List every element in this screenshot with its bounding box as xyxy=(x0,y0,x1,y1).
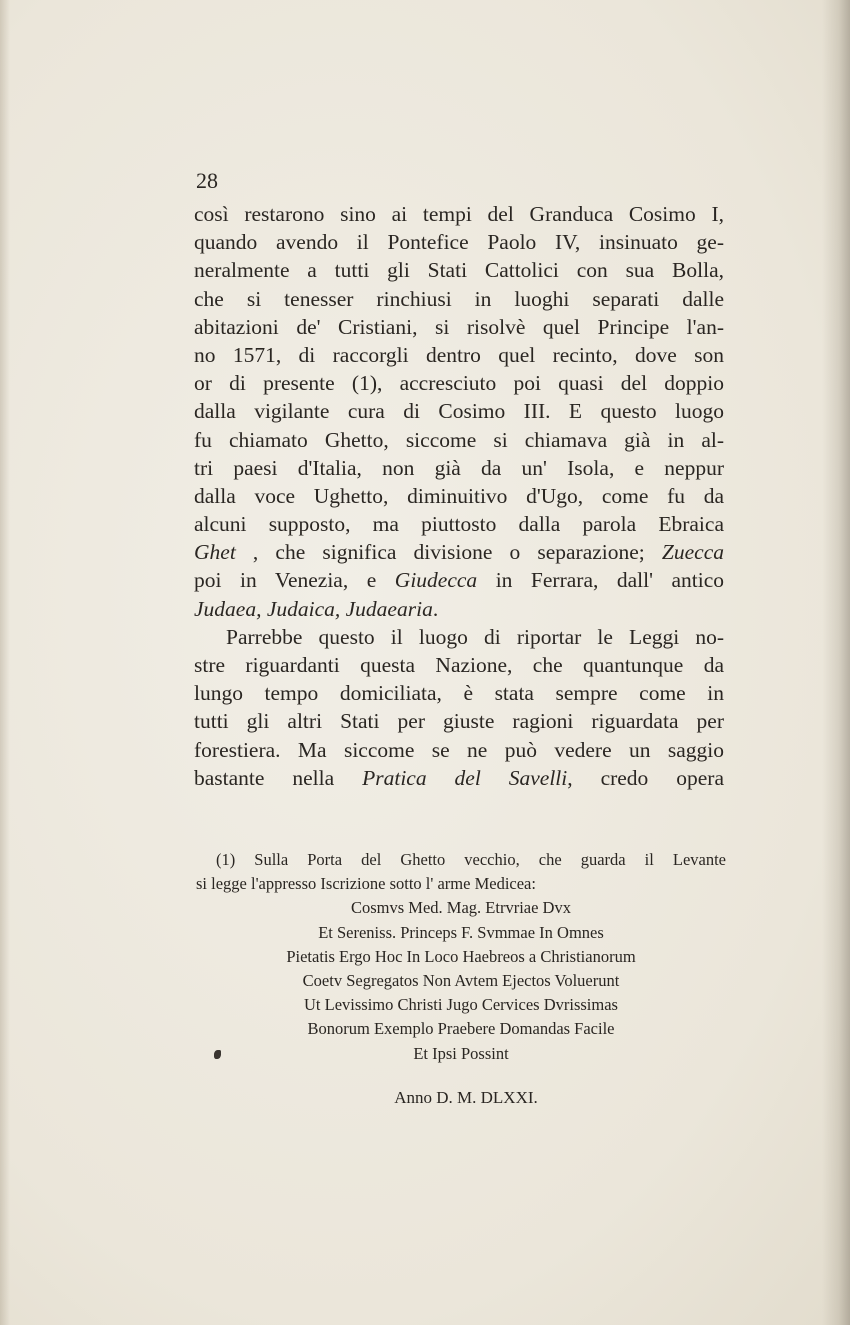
italic-term: Giudecca xyxy=(394,568,478,593)
text-line: or di presente (1), accresciuto poi quasi del doppio xyxy=(194,371,724,396)
page-edge-shadow-left xyxy=(0,0,10,1325)
text-run: , credo opera xyxy=(567,765,724,790)
text-line: così restarono sino ai tempi del Granduca Cosimo I, xyxy=(194,202,724,226)
italic-term: Pratica del Savelli xyxy=(362,765,568,790)
footnote-line: (1) Sulla Porta del Ghetto vecchio, che guarda il Levante xyxy=(216,850,726,869)
text-line: no 1571, di raccorgli dentro quel recinto, dove son xyxy=(194,342,724,367)
inscription-date: Anno D. M. DLXXI. xyxy=(394,1088,538,1107)
inscription-line: Coetv Segregatos Non Avtem Ejectos Voluerunt xyxy=(302,970,620,990)
inscription-line: Cosmvs Med. Mag. Etrvriae Dvx xyxy=(351,898,571,918)
inscription-line: Pietatis Ergo Hoc In Loco Haebreos a Christianorum xyxy=(286,946,636,966)
text-line: tri paesi d'Italia, non già da un' Isola, e neppur xyxy=(194,455,724,480)
inscription-line: Ut Levissimo Christi Jugo Cervices Dvrissimas xyxy=(304,995,618,1015)
page-number: 28 xyxy=(196,168,218,193)
text-line: che si tenesser rinchiusi in luoghi separati dalle xyxy=(194,286,724,311)
text-line: lungo tempo domiciliata, è stata sempre come in xyxy=(194,681,724,706)
italic-term: Ghet xyxy=(194,540,236,565)
text-line: alcuni supposto, ma piuttosto dalla parola Ebraica xyxy=(194,512,724,537)
text-line: Parrebbe questo il luogo di riportar le Leggi no- xyxy=(226,624,724,649)
text-line: abitazioni de' Cristiani, si risolvè quel Principe l'an- xyxy=(194,314,724,339)
text-line: neralmente a tutti gli Stati Cattolici con sua Bolla, xyxy=(194,258,724,283)
text-run: poi in Venezia, e xyxy=(194,568,377,593)
main-text xyxy=(194,200,724,792)
text-line xyxy=(194,595,724,623)
text-line: tutti gli altri Stati per giuste ragioni riguardata per xyxy=(194,709,724,734)
text-run: in Ferrara, dall' antico xyxy=(495,568,725,593)
italic-term: Judaea, Judaica, Judaearia xyxy=(194,596,433,621)
text-run: , che significa divisione o separazione; xyxy=(252,540,645,565)
text-line: stre riguardanti questa Nazione, che quantunque da xyxy=(194,653,724,677)
text-run: . xyxy=(432,596,439,621)
text-line: fu chiamato Ghetto, siccome si chiamava già in al- xyxy=(194,427,724,452)
text-line: quando avendo il Pontefice Paolo IV, insinuato ge- xyxy=(194,230,724,255)
text-line: dalla voce Ughetto, diminuitivo d'Ugo, come fu da xyxy=(194,483,724,508)
text-line xyxy=(194,764,724,792)
text-line xyxy=(194,566,724,594)
inscription-line: Et Ipsi Possint xyxy=(413,1043,509,1063)
text-line: dalla vigilante cura di Cosimo III. E questo luogo xyxy=(194,399,724,424)
inscription-line: Et Sereniss. Princeps F. Svmmae In Omnes xyxy=(318,922,604,942)
italic-term: Zuecca xyxy=(661,540,725,565)
text-line xyxy=(194,538,724,566)
footnote-line: si legge l'appresso Iscrizione sotto l' arme Medicea: xyxy=(196,874,536,894)
ink-blot-mark xyxy=(214,1050,221,1059)
page-edge-shadow-right xyxy=(822,0,850,1325)
footnote xyxy=(196,848,726,1066)
text-run: bastante nella xyxy=(194,765,335,790)
text-line: forestiera. Ma siccome se ne può vedere un saggio xyxy=(194,737,724,762)
inscription-line: Bonorum Exemplo Praebere Domandas Facile xyxy=(307,1019,615,1039)
